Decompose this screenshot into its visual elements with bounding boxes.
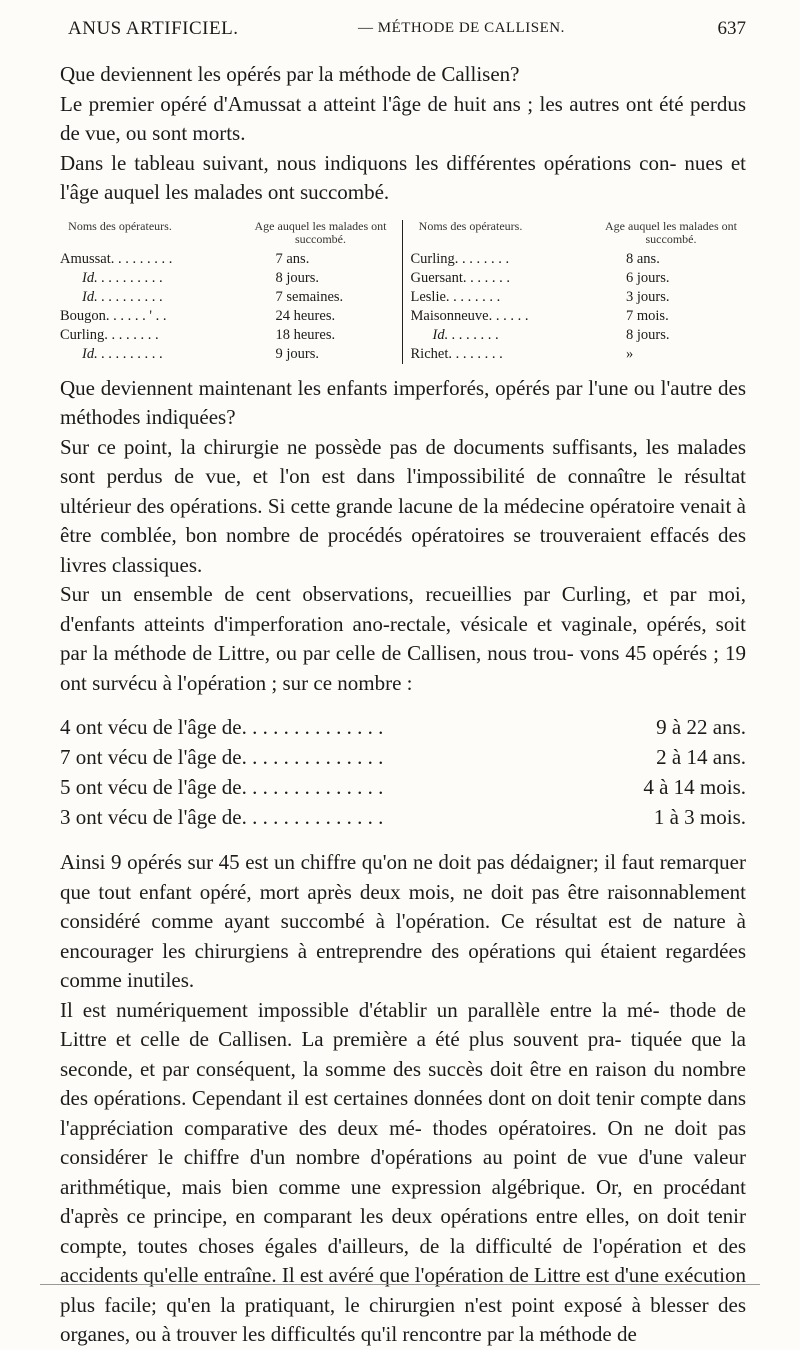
survival-range: 4 à 14 mois. [643,775,746,799]
operator-name: Id. . . . . . . . . . [82,345,163,362]
age-at-death: 9 jours. [275,345,319,362]
age-at-death: 18 heures. [275,326,336,343]
age-at-death: » [626,345,634,362]
table-body-left [60,250,396,364]
table-row [60,269,396,288]
table-row [60,250,396,269]
survival-label: 3 ont vécu de l'âge de. . . . . . . . . . . . . . [60,805,384,829]
operator-name: Maisonneuve. . . . . . [410,307,529,324]
operator-name: Leslie. . . . . . . . [410,288,501,305]
table-body-right [411,250,747,364]
operator-name: Richet. . . . . . . . [410,345,503,362]
running-header [60,18,746,48]
table-row [411,326,747,345]
table-row [60,345,396,364]
table-column-left [60,220,396,364]
age-at-death: 7 semaines. [275,288,344,305]
bottom-paragraphs [60,848,746,1350]
survival-label: 4 ont vécu de l'âge de. . . . . . . . . . . . . . [60,715,384,739]
operator-name: Guersant. . . . . . . [410,269,510,286]
body-paragraph: Ainsi 9 opérés sur 45 est un chiffre qu'on ne doit pas dédaigner; il faut remarquer que tout enfant opéré, mort après deux mois, ne doit pas être raisonnablement considéré comme ayant succombé à l'opération. Ce résultat est de nature à encourager les chirurgiens à entreprendre des opérations qui étaient regardées comme inutiles. [60,850,746,992]
survival-row [60,742,746,772]
survival-range: 1 à 3 mois. [653,805,746,829]
page-edge-rule [40,1284,760,1285]
table-row [60,288,396,307]
page-number: 637 [717,18,746,39]
operator-name: Curling. . . . . . . . [60,326,159,343]
header-names: Noms des opérateurs. [418,218,523,233]
table-row [411,307,747,326]
paragraph-table-intro: Dans le tableau suivant, nous indiquons les différentes opérations con- nues et l'âge auquel les malades ont succombé. [60,150,746,204]
age-at-death: 6 jours. [626,269,670,286]
operator-name: Bougon. . . . . . ' . . [60,307,167,324]
survival-list [60,712,746,832]
survival-row [60,712,746,742]
age-at-death: 24 heures. [275,307,336,324]
table-row [60,326,396,345]
page [60,18,746,1350]
age-at-death: 3 jours. [626,288,670,305]
body-paragraph: Sur ce point, la chirurgie ne possède pas de documents suffisants, les malades sont perdus de vue, et l'on est dans l'impossibilité de connaître le résultat ultérieur des opérations. Si cette grande lacune de la médecine opératoire venait à être comblée, bon nombre de procédés opératoires se trouveraient effacés des livres classiques. [60,434,746,577]
survival-row [60,802,746,832]
table-header [411,220,747,246]
survival-row [60,772,746,802]
table-column-right [402,220,747,364]
age-at-death: 7 mois. [626,307,669,324]
survival-range: 9 à 22 ans. [656,715,746,739]
table-header [60,220,396,246]
survival-label: 7 ont vécu de l'âge de. . . . . . . . . . . . . . [60,745,384,769]
age-at-death: 8 jours. [275,269,319,286]
table-row [60,307,396,326]
operator-name: Id. . . . . . . . . . [82,269,163,286]
header-names: Noms des opérateurs. [68,218,172,233]
table-row [411,345,747,364]
operator-name: Amussat. . . . . . . . . [60,250,173,267]
survival-range: 2 à 14 ans. [656,745,746,769]
body-paragraph: Il est numériquement impossible d'établir un parallèle entre la mé- thode de Littre et celle de Callisen. La première a été plus souvent pra- tiquée que la seconde, et par conséquent, la somme des succès doit être en raison du nombre des opérations. Cependant il est certaines données dont on doit tenir compte dans l'appréciation comparative des deux mé- thodes opératoires. On ne doit pas considérer le chiffre d'un nombre d'opérations au point de vue d'une valeur arithmétique, mais bien comme une expression algébrique. Or, en procédant d'après ce principe, en comparant les deux opérations entre elles, on doit tenir compte, toutes choses égales d'ailleurs, de la difficulté de l'opération et des accidents qu'elle entraîne. Il est avéré que l'opération de Littre est d'une exécution plus facile; qu'en la pratiquant, le chirurgien n'est point exposé à blesser des organes, ou à trouver les difficultés qu'il rencontre par la méthode de [60,997,746,1346]
table-row [411,288,747,307]
header-subtitle: — MÉTHODE DE CALLISEN. [358,20,565,36]
age-at-death: 8 jours. [626,326,670,343]
operator-name: Id. . . . . . . . . . [82,288,163,305]
middle-paragraphs [60,374,746,699]
body-paragraph: Que deviennent maintenant les enfants imperforés, opérés par l'une ou l'autre des méthodes indiquées? [60,375,746,429]
mortality-table [60,220,746,364]
header-age: Age auquel les malades ont succombé. [605,218,737,246]
body-paragraph: Sur un ensemble de cent observations, recueillies par Curling, et par moi, d'enfants atteints d'imperforation ano-rectale, vésicale et vaginale, opérés, soit par la méthode de Littre, ou par celle de Callisen, nous trou- vons 45 opérés ; 19 ont survécu à l'opération ; sur ce nombre : [60,582,746,695]
paragraph-amussat: Le premier opéré d'Amussat a atteint l'âge de huit ans ; les autres ont été perdus de vue, ou sont morts. [60,91,746,145]
age-at-death: 7 ans. [275,250,310,267]
operator-name: Curling. . . . . . . . [410,250,510,267]
age-at-death: 8 ans. [626,250,660,267]
table-row [411,269,747,288]
operator-name: Id. . . . . . . . [432,326,499,343]
header-title: ANUS ARTIFICIEL. [68,18,239,39]
paragraph-question: Que deviennent les opérés par la méthode de Callisen? [60,62,520,86]
table-row [411,250,747,269]
survival-label: 5 ont vécu de l'âge de. . . . . . . . . . . . . . [60,775,384,799]
header-age: Age auquel les malades ont succombé. [254,218,387,246]
